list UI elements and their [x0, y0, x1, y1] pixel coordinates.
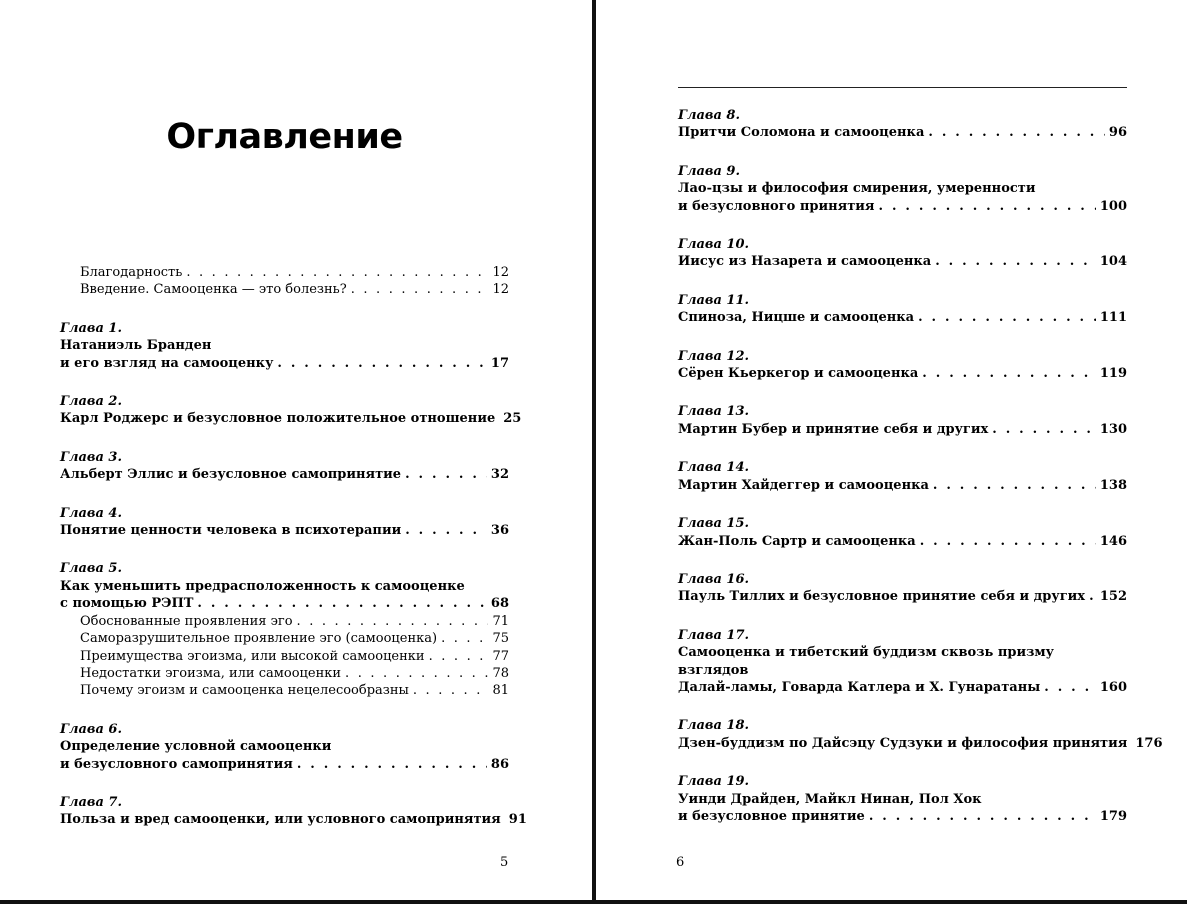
entry-page-number: 71 — [492, 613, 509, 629]
chapter-label: Глава 5. — [60, 561, 122, 577]
toc-subentry[interactable] — [60, 682, 509, 699]
entry-page-number: 68 — [490, 596, 509, 612]
entry-title: Карл Роджерс и безусловное положительное отношение — [60, 411, 496, 427]
entry-title: Дзен-буддизм по Дайсэцу Судзуки и философия принятия — [678, 735, 1128, 751]
entry-page-number: 179 — [1099, 808, 1127, 824]
entry-title: Саморазрушительное проявление эго (самооценка) — [80, 631, 438, 647]
chapter-title-line: Самооценка и тибетский буддизм сквозь призму взглядов — [678, 645, 1054, 678]
dot-leader — [405, 522, 487, 539]
chapter-entry — [678, 773, 1127, 825]
front-matter — [60, 264, 509, 299]
entry-page-number: 86 — [490, 756, 509, 772]
entry-title: и безусловное принятие — [678, 808, 865, 824]
dot-leader — [186, 264, 488, 281]
chapter-entry — [678, 627, 1127, 697]
entry-title: Почему эгоизм и самооценка нецелесообразны — [80, 683, 409, 699]
dot-leader — [922, 365, 1096, 382]
dot-leader — [935, 253, 1096, 270]
toc-subentry[interactable] — [60, 648, 509, 665]
entry-page-number: 138 — [1099, 477, 1127, 493]
toc-entry[interactable] — [60, 811, 527, 828]
chapter-label: Глава 2. — [60, 394, 122, 410]
entry-page-number: 32 — [490, 467, 509, 483]
toc-subentry[interactable] — [60, 630, 509, 647]
toc-subentry[interactable] — [60, 613, 509, 630]
dot-leader — [918, 309, 1096, 326]
chapter-label: Глава 13. — [678, 404, 750, 420]
toc-right — [678, 107, 1163, 846]
chapter-label: Глава 14. — [678, 460, 750, 476]
chapter-label: Глава 1. — [60, 320, 122, 336]
chapter-entry — [60, 560, 509, 699]
toc-left — [60, 264, 527, 850]
chapter-label: Глава 7. — [60, 794, 122, 810]
chapter-entry — [678, 571, 1127, 606]
toc-entry[interactable] — [60, 466, 509, 483]
entry-page-number: 160 — [1099, 679, 1127, 695]
entry-page-number: 75 — [492, 631, 509, 647]
entry-title: Недостатки эгоизма, или самооценки — [80, 665, 342, 681]
dot-leader — [441, 630, 488, 647]
dot-leader — [277, 355, 487, 372]
toc-entry[interactable] — [678, 365, 1127, 382]
page-number-left: 5 — [500, 855, 509, 870]
dot-leader — [429, 648, 489, 665]
entry-title: и безусловного принятия — [678, 198, 875, 214]
chapter-label: Глава 17. — [678, 627, 750, 643]
toc-entry[interactable] — [60, 410, 522, 427]
chapter-label: Глава 6. — [60, 721, 122, 737]
chapter-entry — [678, 292, 1127, 327]
toc-entry[interactable] — [60, 355, 509, 372]
entry-title: Альберт Эллис и безусловное самопринятие — [60, 467, 402, 483]
entry-title: Иисус из Назарета и самооценка — [678, 254, 932, 270]
entry-page-number: 130 — [1099, 421, 1127, 437]
page-number-right: 6 — [676, 855, 685, 870]
dot-leader — [297, 756, 487, 773]
header-rule — [678, 87, 1127, 88]
entry-page-number: 77 — [492, 648, 509, 664]
chapter-entry — [60, 320, 509, 372]
entry-page-number: 119 — [1099, 366, 1127, 382]
dot-leader — [933, 477, 1096, 494]
dot-leader — [413, 682, 489, 699]
chapter-entry — [678, 403, 1127, 438]
dot-leader — [297, 613, 489, 630]
chapter-title-line: Лао-цзы и философия смирения, умеренности — [678, 181, 1036, 197]
chapter-entry — [678, 515, 1127, 550]
dot-leader — [920, 533, 1096, 550]
entry-page-number: 91 — [508, 812, 527, 828]
chapter-label: Глава 8. — [678, 108, 740, 123]
chapter-title-line: Уинди Драйден, Майкл Нинан, Пол Хок — [678, 791, 982, 807]
page-title: Оглавление — [166, 117, 403, 157]
entry-page-number: 100 — [1099, 198, 1127, 214]
entry-title: Мартин Хайдеггер и самооценка — [678, 477, 929, 493]
dot-leader — [345, 665, 488, 682]
chapter-label: Глава 18. — [678, 718, 750, 734]
toc-entry[interactable] — [60, 595, 509, 612]
right-page — [596, 0, 1187, 904]
chapter-entry — [60, 721, 509, 773]
entry-title: и безусловного самопринятия — [60, 756, 293, 772]
chapter-label: Глава 11. — [678, 292, 750, 308]
dot-leader — [869, 808, 1096, 825]
entry-title: Далай-ламы, Говарда Катлера и Х. Гунаратаны — [678, 679, 1041, 695]
dot-leader — [992, 421, 1096, 438]
toc-entry[interactable] — [678, 588, 1127, 605]
entry-title: Жан-Поль Сартр и самооценка — [678, 533, 916, 549]
toc-entry[interactable] — [678, 198, 1127, 215]
chapter-label: Глава 10. — [678, 237, 750, 253]
toc-entry[interactable] — [678, 808, 1127, 825]
chapter-label: Глава 4. — [60, 505, 122, 521]
chapter-label: Глава 9. — [678, 163, 740, 179]
entry-page-number: 176 — [1135, 735, 1163, 751]
chapter-entry — [60, 449, 509, 484]
dot-leader — [1089, 588, 1096, 605]
dot-leader — [928, 124, 1105, 141]
chapter-entry — [60, 505, 509, 540]
dot-leader — [197, 595, 487, 612]
toc-entry[interactable] — [678, 253, 1127, 270]
toc-entry[interactable] — [678, 679, 1127, 696]
chapter-label: Глава 15. — [678, 516, 750, 532]
entry-title: Обоснованные проявления эго — [80, 613, 293, 629]
entry-page-number: 17 — [490, 355, 509, 371]
entry-page-number: 146 — [1099, 533, 1127, 549]
entry-title: Пауль Тиллих и безусловное принятие себя и других — [678, 589, 1086, 605]
entry-title: Спиноза, Ницше и самооценка — [678, 310, 915, 326]
entry-title: Введение. Самооценка — это болезнь? — [80, 282, 347, 298]
toc-subentry[interactable] — [60, 665, 509, 682]
entry-title: Преимущества эгоизма, или высокой самооценки — [80, 648, 425, 664]
entry-title: с помощью РЭПТ — [60, 596, 194, 612]
entry-page-number: 111 — [1099, 310, 1127, 326]
bottom-edge — [0, 900, 1187, 904]
chapter-title-line: Натаниэль Бранден — [60, 338, 212, 354]
entry-title: и его взгляд на самооценку — [60, 355, 274, 371]
chapter-title-line: Определение условной самооценки — [60, 739, 332, 755]
entry-page-number: 25 — [503, 411, 522, 427]
toc-entry[interactable] — [678, 124, 1127, 141]
toc-front-entry[interactable] — [60, 264, 509, 281]
toc-entry[interactable] — [678, 477, 1127, 494]
dot-leader — [351, 281, 489, 298]
chapter-label: Глава 12. — [678, 348, 750, 364]
toc-entry[interactable] — [678, 309, 1127, 326]
entry-page-number: 12 — [492, 282, 509, 298]
entry-page-number: 36 — [490, 523, 509, 539]
entry-page-number: 104 — [1099, 254, 1127, 270]
entry-page-number: 81 — [492, 683, 509, 699]
chapter-label: Глава 3. — [60, 449, 122, 465]
left-page — [0, 0, 592, 904]
chapter-entry — [678, 459, 1127, 494]
entry-page-number: 12 — [492, 265, 509, 280]
toc-entry[interactable] — [678, 533, 1127, 550]
chapter-label: Глава 16. — [678, 571, 750, 587]
entry-page-number: 96 — [1108, 125, 1127, 141]
entry-title: Польза и вред самооценки, или условного самопринятия — [60, 812, 501, 828]
chapter-entry — [678, 163, 1127, 215]
toc-front-entry[interactable] — [60, 281, 509, 298]
dot-leader — [879, 198, 1096, 215]
chapter-entry — [60, 794, 527, 829]
toc-entry[interactable] — [678, 421, 1127, 438]
entry-title: Сёрен Кьеркегор и самооценка — [678, 366, 919, 382]
entry-title: Благодарность — [80, 265, 183, 280]
entry-title: Мартин Бубер и принятие себя и других — [678, 421, 989, 437]
toc-entry[interactable] — [678, 735, 1163, 752]
chapter-entry — [60, 393, 522, 428]
chapter-label: Глава 19. — [678, 774, 750, 790]
chapter-entry — [678, 717, 1163, 752]
chapter-title-line: Как уменьшить предрасположенность к самооценке — [60, 578, 465, 594]
chapter-entry — [678, 348, 1127, 383]
chapter-entry — [678, 107, 1127, 142]
entry-page-number: 152 — [1099, 589, 1127, 605]
entry-title: Притчи Соломона и самооценка — [678, 125, 925, 141]
dot-leader — [1044, 679, 1096, 696]
toc-entry[interactable] — [60, 756, 509, 773]
entry-page-number: 78 — [492, 665, 509, 681]
chapter-entry — [678, 236, 1127, 271]
dot-leader — [405, 466, 487, 483]
entry-title: Понятие ценности человека в психотерапии — [60, 523, 402, 539]
toc-entry[interactable] — [60, 522, 509, 539]
